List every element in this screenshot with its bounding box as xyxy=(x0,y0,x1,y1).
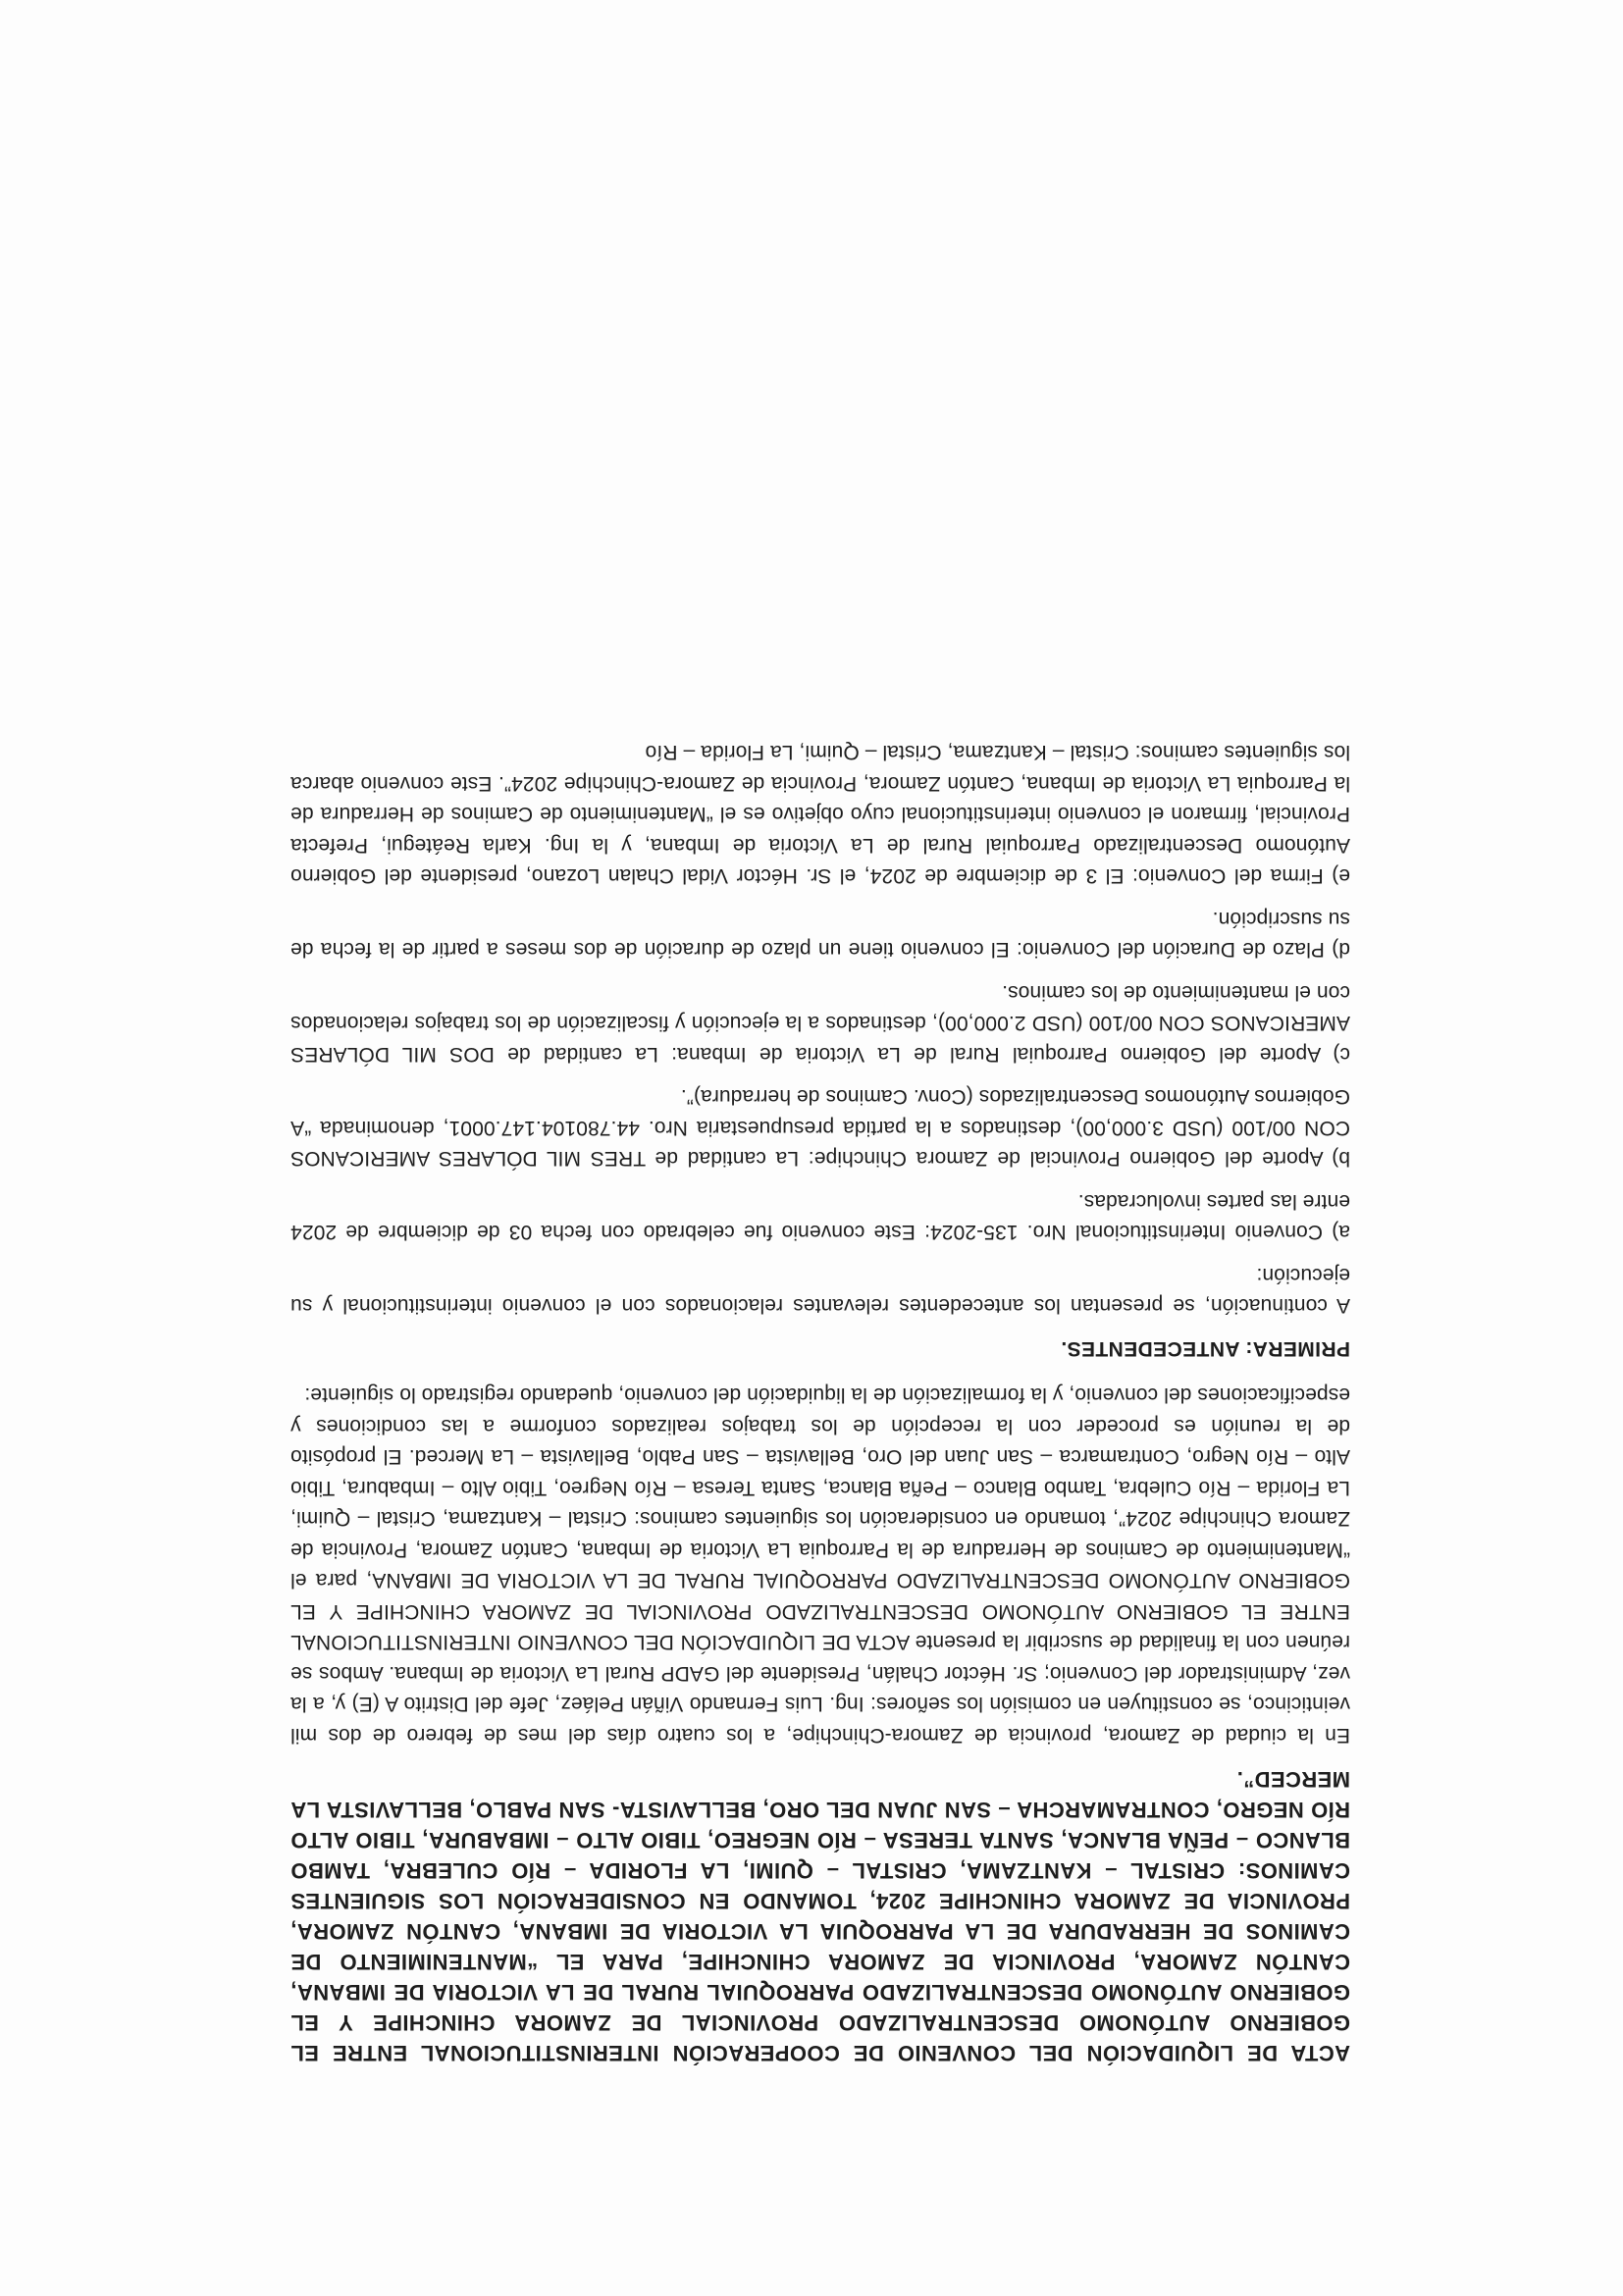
section-lead-paragraph: A continuación, se presentan los antecedentes relevantes relacionados con el convenio interinstitucional y su ejecución: xyxy=(290,1264,1350,1318)
document-body xyxy=(290,725,1350,2068)
intro-paragraph: En la ciudad de Zamora, provincia de Zamora-Chinchipe, a los cuatro días del mes de febrero de dos mil veinticinco, se constituyen en comisión los señores: Ing. Luis Fernando Viñán Peláez, Jefe del Distrito A (E) y, a la vez, Administrador del Convenio; Sr. Héctor Chalán, Presidente del GADP Rural La Victoria de Imbana. Ambos se reúnen con la finalidad de suscribir la presente ACTA DE LIQUIDACIÓN DEL CONVENIO INTERINSTITUCIONAL ENTRE EL GOBIERNO AUTÓNOMO DESCENTRALIZADO PROVINCIAL DE ZAMORA CHINCHIPE Y EL GOBIERNO AUTÓNOMO DESCENTRALIZADO PARROQUIAL RURAL DE LA VICTORIA DE IMBANA, para el “Mantenimiento de Caminos de Herradura de la Parroquia La Victoria de Imbana, Cantón Zamora, Provincia de Zamora Chinchipe 2024”, tomando en consideración los siguientes caminos: Cristal – Kantzama, Cristal – Quimi, La Florida – Río Culebra, Tambo Blanco – Peña Blanca, Santa Teresa – Río Negreo, Tibio Alto – Imbabura, Tibio Alto – Río Negro, Contramarca – San Juan del Oro, Bellavista – San Pablo, Bellavista – La Merced. El propósito de la reunión es proceder con la recepción de los trabajos realizados conforme a las condiciones y especificaciones del convenio, y la formalización de la liquidación del convenio, quedando registrado lo siguiente: xyxy=(290,1383,1350,1747)
antecedent-item-a: a) Convenio Interinstitucional Nro. 135-2024: Este convenio fue celebrado con fecha 03 de diciembre de 2024 entre las partes involucradas. xyxy=(290,1190,1350,1244)
antecedent-item-e: e) Firma del Convenio: El 3 de diciembre de 2024, el Sr. Héctor Vidal Chalan Lozano, presidente del Gobierno Autónomo Descentralizado Parroquial Rural de La Victoria de Imbana, y la Ing. Karla Reátegui, Prefecta Provincial, firmaron el convenio interinstitucional cuyo objetivo es el “Mantenimiento de Caminos de Herradura de la Parroquia La Victoria de Imbana, Cantón Zamora, Provincia de Zamora-Chinchipe 2024”. Este convenio abarca los siguientes caminos: Cristal – Kantzama, Cristal – Quimi, La Florida – Río xyxy=(290,741,1350,888)
antecedent-item-b: b) Aporte del Gobierno Provincial de Zamora Chinchipe: La cantidad de TRES MIL DÓLARES AMERICANOS CON 00/100 (USD 3.000,00), destinados a la partida presupuestaria Nro. 44.780104.147.0001, denominada “A Gobiernos Autónomos Descentralizados (Conv. Caminos de herradura)”. xyxy=(290,1085,1350,1171)
document-title: ACTA DE LIQUIDACIÓN DEL CONVENIO DE COOPERACIÓN INTERINSTITUCIONAL ENTRE EL GOBIERNO AUTÓNOMO DESCENTRALIZADO PROVINCIAL DE ZAMORA CHINCHIPE Y EL GOBIERNO AUTÓNOMO DESCENTRALIZADO PARROQUIAL RURAL DE LA VICTORIA DE IMBANA, CANTÓN ZAMORA, PROVINCIA DE ZAMORA CHINCHIPE, PARA EL “MANTENIMIENTO DE CAMINOS DE HERRADURA DE LA PARROQUIA LA VICTORIA DE IMBANA, CANTÓN ZAMORA, PROVINCIA DE ZAMORA CHINCHIPE 2024, TOMANDO EN CONSIDERACIÓN LOS SIGUIENTES CAMINOS: CRISTAL – KANTZAMA, CRISTAL – QUIMI, LA FLORIDA – RÍO CULEBRA, TAMBO BLANCO – PEÑA BLANCA, SANTA TERESA – RÍO NEGREO, TIBIO ALTO – IMBABURA, TIBIO ALTO RÍO NEGRO, CONTRAMARCHA – SAN JUAN DEL ORO, BELLAVISTA- SAN PABLO, BELLAVISTA LA MERCED”. xyxy=(290,1767,1350,2065)
antecedent-item-c: c) Aporte del Gobierno Parroquial Rural de La Victoria de Imbana: La cantidad de DOS MIL DÓLARES AMERICANOS CON 00/100 (USD 2.000,00), destinados a la ejecución y fiscalización de los trabajos relacionados con el mantenimiento de los caminos. xyxy=(290,981,1350,1066)
antecedent-item-d: d) Plazo de Duración del Convenio: El convenio tiene un plazo de duración de dos meses a partir de la fecha de su suscripción. xyxy=(290,908,1350,962)
section-heading-primera: PRIMERA: ANTECEDENTES. xyxy=(1060,1337,1350,1360)
